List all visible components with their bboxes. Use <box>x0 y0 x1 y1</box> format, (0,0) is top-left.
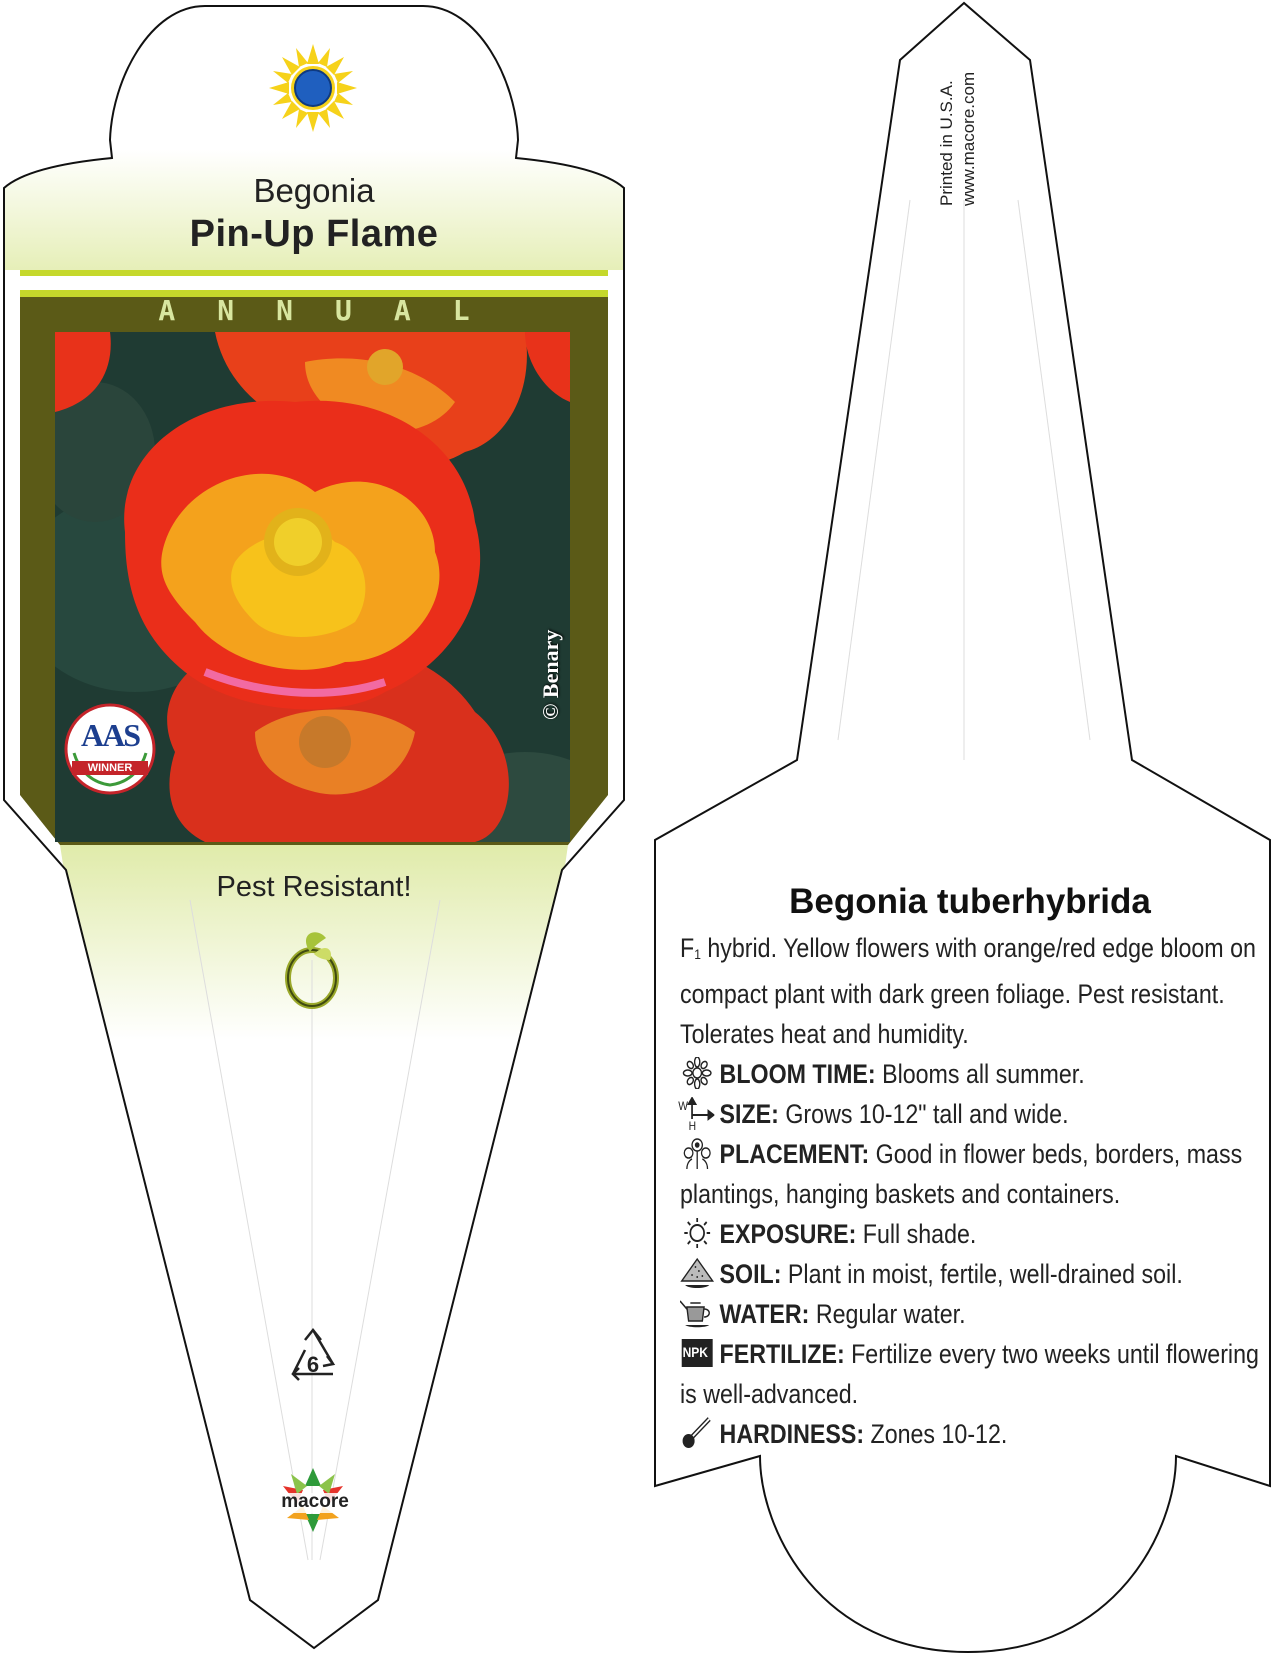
intro-sub: 1 <box>694 946 701 962</box>
exposure-value: Full shade. <box>856 1219 977 1249</box>
brand-name: macore <box>281 1491 349 1512</box>
common-name: Begonia <box>253 172 375 209</box>
soil-value: Plant in moist, fertile, well-drained soil. <box>781 1259 1183 1289</box>
soil-label: SOIL: <box>719 1259 782 1289</box>
aas-winner-badge <box>64 703 156 795</box>
bloom-label: BLOOM TIME: <box>719 1059 876 1089</box>
aas-badge-winner: WINNER <box>87 762 133 774</box>
npk-icon-text: NPK <box>682 1344 709 1360</box>
aas-badge-letters: AAS <box>80 717 139 753</box>
recycle-number: 6 <box>306 1352 320 1377</box>
fertilize-value: Fertilize every two weeks until flowering is well-advanced. <box>680 1339 1259 1409</box>
placement-row <box>680 1134 1261 1214</box>
size-icon-h: H <box>688 1119 697 1133</box>
sun-icon <box>269 44 357 132</box>
placement-label: PLACEMENT: <box>719 1139 870 1169</box>
cultivar-name: Pin-Up Flame <box>189 213 439 255</box>
bloom-flower-icon <box>680 1057 714 1089</box>
website-line: www.macore.com <box>959 71 978 206</box>
watering-can-icon <box>680 1297 714 1329</box>
water-value: Regular water. <box>809 1299 966 1329</box>
bloom-value: Blooms all summer. <box>875 1059 1085 1089</box>
exposure-sun-icon <box>680 1217 714 1249</box>
photo-credit: © Benary <box>538 629 563 720</box>
exposure-row <box>680 1214 1261 1254</box>
thermometer-icon <box>680 1417 714 1449</box>
tagline: Pest Resistant! <box>216 871 412 903</box>
placement-value: Good in flower beds, borders, mass plantings, hanging baskets and containers. <box>680 1139 1243 1209</box>
printed-line: Printed in U.S.A. <box>937 80 956 206</box>
fertilize-label: FERTILIZE: <box>719 1339 845 1369</box>
npk-bag-icon <box>680 1337 714 1369</box>
exposure-label: EXPOSURE: <box>719 1219 857 1249</box>
water-label: WATER: <box>719 1299 810 1329</box>
hardiness-row <box>680 1414 1261 1454</box>
size-arrows-icon <box>678 1097 714 1133</box>
category-label: ANNUAL <box>158 294 512 327</box>
size-value: Grows 10-12" tall and wide. <box>778 1099 1069 1129</box>
size-icon-w: W <box>678 1099 689 1113</box>
bloom-row <box>680 1054 1261 1094</box>
care-description <box>680 928 1261 1454</box>
water-row <box>680 1294 1261 1334</box>
soil-row <box>680 1254 1261 1294</box>
hardiness-value: Zones 10-12. <box>864 1419 1008 1449</box>
intro-text: hybrid. Yellow flowers with orange/red edge bloom on compact plant with dark green foliage. Pest resistant. Tolerates heat and humidity. <box>680 933 1256 1049</box>
hardiness-label: HARDINESS: <box>719 1419 865 1449</box>
printed-info <box>936 72 980 206</box>
intro-paragraph <box>680 928 1261 1054</box>
species-name: Begonia tuberhybrida <box>789 882 1151 921</box>
size-label: SIZE: <box>719 1099 779 1129</box>
size-row <box>680 1094 1261 1134</box>
placement-plants-icon <box>680 1137 714 1169</box>
soil-pile-icon <box>680 1257 714 1289</box>
intro-prefix: F <box>680 933 695 963</box>
fertilize-row <box>680 1334 1261 1414</box>
